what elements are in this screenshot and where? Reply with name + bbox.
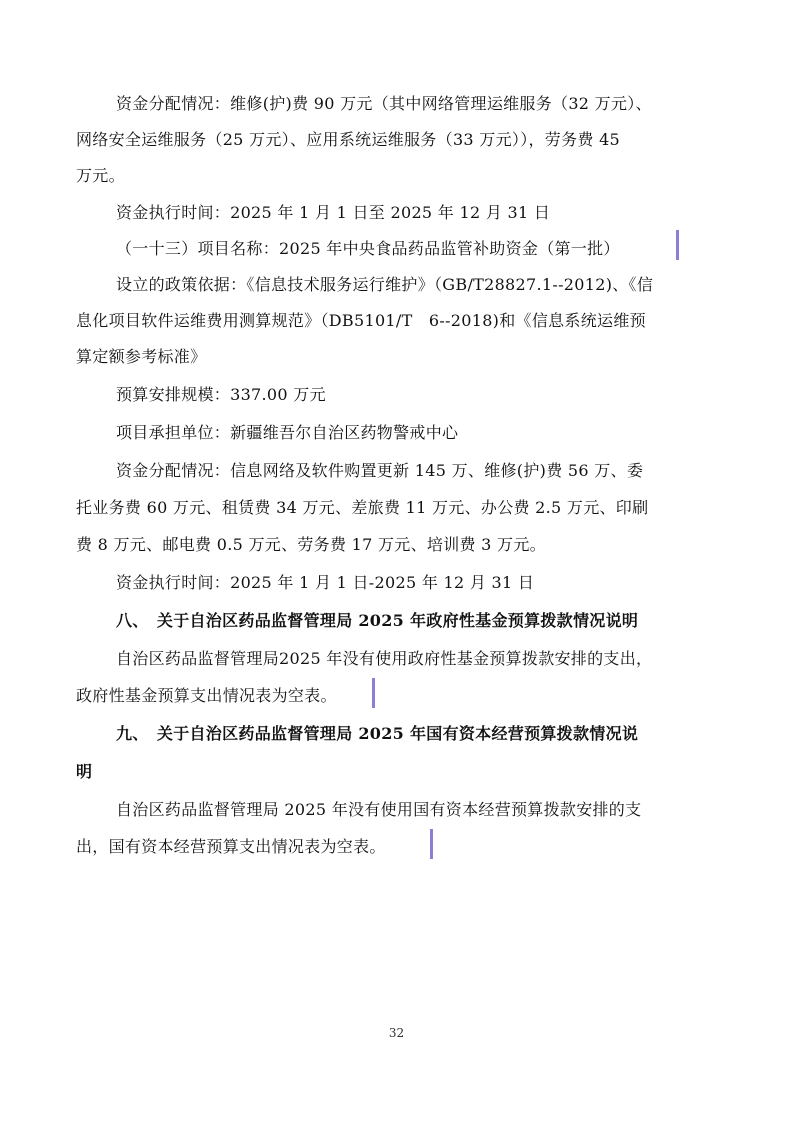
section-8-text-line-2: 政府性基金预算支出情况表为空表。 (76, 686, 337, 705)
text-cursor-mark (430, 829, 433, 859)
page-number: 32 (388, 1026, 405, 1040)
fund-allocation-line-3: 万元。 (76, 166, 125, 185)
fund-execution-time-2: 资金执行时间：2025 年 1 月 1 日-2025 年 12 月 31 日 (116, 573, 535, 592)
policy-basis-line-1: 设立的政策依据：《信息技术服务运行维护》（GB/T28827.1--2012)、《信 (116, 275, 654, 294)
policy-basis-line-3: 算定额参考标准》 (76, 347, 207, 366)
section-9-heading-line-1: 九、 关于自治区药品监督管理局 2025 年国有资本经营预算拨款情况说 (116, 724, 639, 743)
fund-allocation-line-1: 资金分配情况：维修(护)费 90 万元（其中网络管理运维服务（32 万元）、 (116, 94, 652, 113)
section-9-text-line-2: 出，国有资本经营预算支出情况表为空表。 (76, 837, 386, 856)
fund-allocation-line-2: 网络安全运维服务（25 万元）、应用系统运维服务（33 万元）），劳务费 45 (76, 130, 621, 149)
policy-basis-line-2: 息化项目软件运维费用测算规范》（DB5101/T 6--2018)和《信息系统运维预 (76, 311, 646, 330)
budget-scale: 预算安排规模：337.00 万元 (116, 385, 326, 404)
fund-allocation-2-line-2: 托业务费 60 万元、租赁费 34 万元、差旅费 11 万元、办公费 2.5 万元、印刷 (76, 498, 649, 517)
project-name-heading: （一十三）项目名称：2025 年中央食品药品监管补助资金（第一批） (116, 239, 620, 258)
text-cursor-mark (676, 230, 679, 260)
section-8-text-line-1: 自治区药品监督管理局2025 年没有使用政府性基金预算拨款安排的支出， (116, 649, 653, 668)
fund-allocation-2-line-1: 资金分配情况：信息网络及软件购置更新 145 万、维修(护)费 56 万、委 (116, 461, 644, 480)
section-9-text-line-1: 自治区药品监督管理局 2025 年没有使用国有资本经营预算拨款安排的支 (116, 800, 642, 819)
section-9-heading-line-2: 明 (76, 762, 93, 781)
text-cursor-mark (372, 678, 375, 708)
fund-allocation-2-line-3: 费 8 万元、邮电费 0.5 万元、劳务费 17 万元、培训费 3 万元。 (76, 535, 546, 554)
project-unit: 项目承担单位：新疆维吾尔自治区药物警戒中心 (116, 423, 459, 442)
fund-execution-time: 资金执行时间：2025 年 1 月 1 日至 2025 年 12 月 31 日 (116, 203, 551, 222)
section-8-heading: 八、 关于自治区药品监督管理局 2025 年政府性基金预算拨款情况说明 (116, 611, 639, 630)
